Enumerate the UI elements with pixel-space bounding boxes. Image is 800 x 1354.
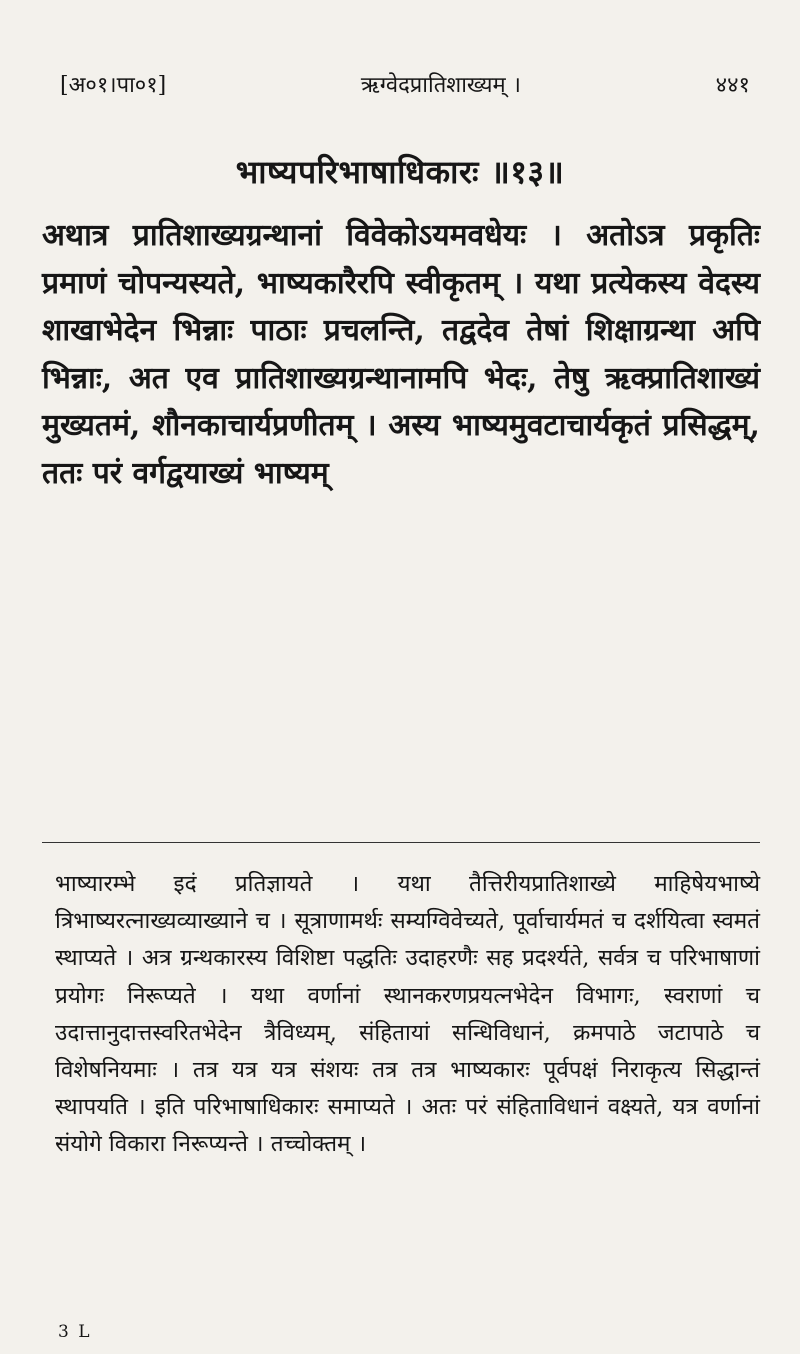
- printer-signature-mark: 3 L: [58, 1322, 92, 1342]
- section-title: भाष्यपरिभाषाधिकारः ॥१३॥: [235, 153, 565, 191]
- chapter-reference: [अ०१।पा०१]: [60, 73, 167, 98]
- horizontal-divider: [42, 842, 760, 843]
- main-text-block: [42, 212, 760, 498]
- running-title: ऋग्वेदप्रातिशाख्यम् ।: [360, 73, 522, 98]
- main-paragraph: अथात्र प्रातिशाख्यग्रन्थानां विवेकोऽयमवधेयः । अतोऽत्र प्रकृतिः प्रमाणं चोपन्यस्यते, भाष्यकारैरपि स्वीकृतम् । यथा प्रत्येकस्य वेदस्य शाखाभेदेन भिन्नाः पाठाः प्रचलन्ति, तद्वदेव तेषां शिक्षाग्रन्था अपि भिन्नाः, अत एव प्रातिशाख्यग्रन्थानामपि भेदः, तेषु ऋक्प्रातिशाख्यं मुख्यतमं, शौनकाचार्यप्रणीतम् । अस्य भाष्यमुवटाचार्यकृतं प्रसिद्धम्, ततः परं वर्गद्वयाख्यं भाष्यम्: [42, 218, 760, 491]
- page-number: ४४१: [715, 73, 750, 98]
- commentary-block: [55, 866, 760, 1164]
- running-head: [60, 64, 750, 104]
- commentary-paragraph: भाष्यारम्भे इदं प्रतिज्ञायते । यथा तैत्तिरीयप्रातिशाख्ये माहिषेयभाष्ये त्रिभाष्यरत्नाख्यव्याख्याने च । सूत्राणामर्थः सम्यग्विवेच्यते, पूर्वाचार्यमतं च दर्शयित्वा स्वमतं स्थाप्यते । अत्र ग्रन्थकारस्य विशिष्टा पद्धतिः उदाहरणैः सह प्रदर्श्यते, सर्वत्र च परिभाषाणां प्रयोगः निरूप्यते । यथा वर्णानां स्थानकरणप्रयत्नभेदेन विभागः, स्वराणां च उदात्तानुदात्तस्वरितभेदेन त्रैविध्यम्, संहितायां सन्धिविधानं, क्रमपाठे जटापाठे च विशेषनियमाः । तत्र यत्र यत्र संशयः तत्र तत्र भाष्यकारः पूर्वपक्षं निराकृत्य सिद्धान्तं स्थापयति । इति परिभाषाधिकारः समाप्यते । अतः परं संहिताविधानं वक्ष्यते, यत्र वर्णानां संयोगे विकारा निरूप्यन्ते । तच्चोक्तम् ।: [55, 871, 760, 1158]
